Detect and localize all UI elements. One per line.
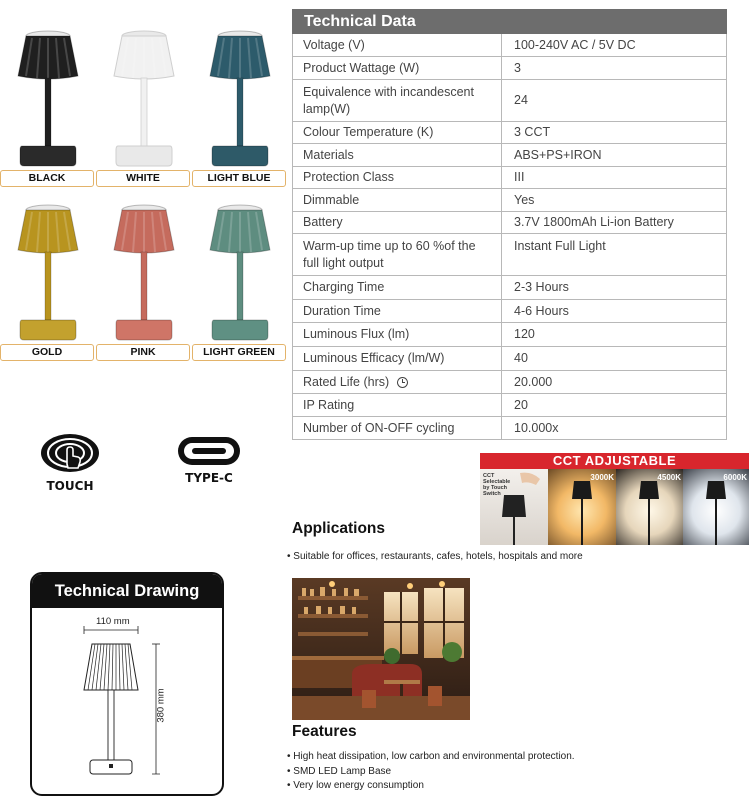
tech-data-value: 2-3 Hours [514, 280, 569, 294]
tech-data-row [293, 234, 726, 276]
tech-data-key-text: Rated Life (hrs) [303, 374, 390, 389]
color-label: LIGHT GREEN [192, 344, 286, 361]
tech-data-key [293, 234, 502, 275]
tech-data-key-text: Voltage (V) [303, 37, 365, 52]
tech-data-row [293, 394, 726, 417]
technical-drawing-title: Technical Drawing [32, 574, 222, 608]
tech-data-key-text: Duration Time [303, 303, 381, 318]
lamp-icon [104, 28, 184, 168]
tech-data-value: 40 [514, 351, 528, 365]
applications-item: • Suitable for offices, restaurants, cafes, hotels, hospitals and more [287, 551, 583, 562]
typec-label: TYPE-C [185, 471, 233, 485]
tech-data-key [293, 80, 502, 121]
tech-data-value: 120 [514, 327, 535, 341]
cct-touch-panel [480, 469, 548, 545]
cct-title: CCT ADJUSTABLE [480, 453, 749, 469]
tech-data-value: 20 [514, 397, 528, 412]
lamp-variant [192, 202, 288, 378]
tech-data-key [293, 371, 502, 393]
tech-data-key-text: Equivalence with incandescent lamp(W) [303, 84, 474, 116]
color-label: WHITE [96, 170, 190, 187]
tech-data-key-text: Number of ON-OFF cycling [303, 420, 455, 435]
cafe-interior-image [292, 578, 470, 720]
tech-data-row [293, 167, 726, 189]
lamp-variant [0, 202, 96, 378]
tech-data-value: III [514, 170, 525, 184]
tech-data-value: 100-240V AC / 5V DC [514, 37, 636, 52]
color-label: PINK [96, 344, 190, 361]
lamp-dimension-drawing [32, 608, 222, 796]
tech-data-key [293, 189, 502, 211]
color-label: LIGHT BLUE [192, 170, 286, 187]
features-item: • Very low energy consumption [287, 780, 424, 791]
tech-data-key-text: Luminous Efficacy (lm/W) [303, 351, 445, 365]
tech-data-key-text: Product Wattage (W) [303, 60, 420, 75]
color-label: BLACK [0, 170, 94, 187]
tech-data-key-text: Luminous Flux (lm) [303, 327, 410, 341]
tech-data-value: 3 CCT [514, 125, 551, 139]
tech-data-title: Technical Data [292, 9, 727, 34]
tech-data-value: 3.7V 1800mAh Li-ion Battery [514, 215, 674, 229]
tech-data-key-text: Protection Class [303, 170, 395, 184]
tech-data-row [293, 300, 726, 323]
tech-data-row [293, 212, 726, 234]
tech-data-key-text: Colour Temperature (K) [303, 125, 434, 139]
cct-panel-4500k [616, 469, 683, 545]
features-item: • High heat dissipation, low carbon and environmental protection. [287, 751, 575, 762]
tech-data-value: 3 [514, 60, 521, 75]
cct-panel-3000k [548, 469, 616, 545]
tech-data-row [293, 144, 726, 167]
touch-label: TOUCH [46, 479, 94, 493]
lamp-icon [8, 202, 88, 342]
applications-title: Applications [292, 520, 386, 537]
tech-data-value: 24 [514, 93, 528, 107]
tech-data-key [293, 57, 502, 79]
tech-data-key [293, 34, 502, 56]
tech-data-row [293, 276, 726, 300]
tech-data-value: 4-6 Hours [514, 303, 569, 318]
cct-note: CCT Selectable by Touch Switch [483, 473, 511, 497]
cct-temp-4500k: 4500K [657, 473, 681, 482]
lamp-icon [200, 202, 280, 342]
touch-feature [38, 432, 102, 493]
cct-panel-6000k [683, 469, 749, 545]
tech-data-key-text: Charging Time [303, 280, 385, 294]
cct-adjustable-banner [480, 453, 749, 545]
tech-data-key-text: Battery [303, 215, 343, 229]
lamp-variant [192, 28, 288, 204]
tech-data-key [293, 394, 502, 416]
lamp-icon [200, 28, 280, 168]
tech-data-key [293, 323, 502, 346]
typec-feature [176, 434, 242, 485]
tech-data-key [293, 276, 502, 299]
tech-data-key [293, 122, 502, 143]
lamp-variant [96, 202, 192, 378]
tech-data-key-text: IP Rating [303, 397, 355, 412]
width-dimension-label: 110 mm [96, 616, 130, 627]
tech-data-key [293, 144, 502, 166]
touch-icon [38, 432, 102, 474]
cct-temp-3000k: 3000K [590, 473, 614, 482]
tech-data-row [293, 417, 726, 440]
tech-data-row [293, 34, 726, 57]
tech-data-value: Yes [514, 192, 535, 207]
height-dimension-label: 380 mm [155, 688, 167, 723]
features-title: Features [292, 723, 357, 740]
tech-data-row [293, 347, 726, 371]
tech-data-value: 20.000 [514, 374, 553, 389]
lamp-variant [96, 28, 192, 204]
clock-icon [397, 377, 408, 388]
tech-data-row [293, 57, 726, 80]
lamp-icon [104, 202, 184, 342]
tech-data-row [293, 122, 726, 144]
tech-data-row [293, 323, 726, 347]
tech-data-row [293, 371, 726, 394]
tech-data-value: Instant Full Light [514, 239, 606, 253]
tech-data-key-text: Dimmable [303, 192, 360, 207]
usb-typec-icon [176, 434, 242, 468]
lamp-variant [0, 28, 96, 204]
tech-data-key [293, 300, 502, 322]
tech-data-key [293, 347, 502, 370]
color-label: GOLD [0, 344, 94, 361]
tech-data-key [293, 212, 502, 233]
tech-data-key-text: Materials [303, 147, 354, 162]
tech-data-key [293, 417, 502, 439]
tech-data-value: ABS+PS+IRON [514, 147, 602, 162]
features-item: • SMD LED Lamp Base [287, 766, 391, 777]
tech-data-row [293, 189, 726, 212]
tech-data-row [293, 80, 726, 122]
lamp-icon [8, 28, 88, 168]
technical-drawing-panel [30, 572, 224, 796]
tech-data-key [293, 167, 502, 188]
tech-data-table [292, 34, 727, 440]
tech-data-value: 10.000x [514, 420, 559, 435]
tech-data-key-text: Warm-up time up to 60 %of the full light output [303, 238, 476, 270]
cct-temp-6000k: 6000K [723, 473, 747, 482]
